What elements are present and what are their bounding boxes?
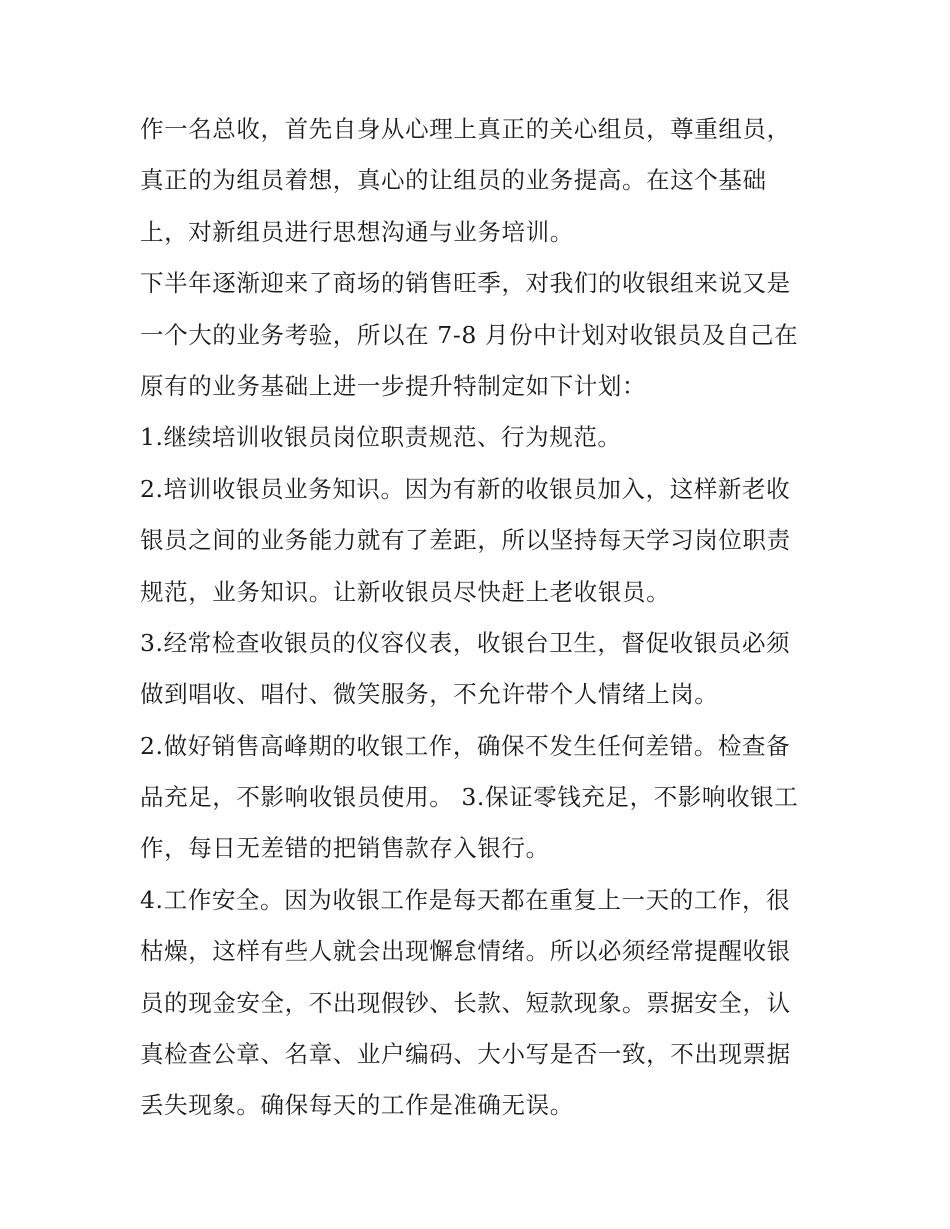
text-line: 真检查公章、名章、业户编码、大小写是否一致，不出现票据 — [140, 1040, 791, 1069]
text-line: 上，对新组员进行思想沟通与业务培训。 — [140, 217, 574, 246]
text-line: 员的现金安全，不出现假钞、长款、短款现象。票据安全，认 — [140, 988, 791, 1017]
text-line: 2.培训收银员业务知识。因为有新的收银员加入，这样新老收 — [140, 474, 791, 503]
text-line: 真正的为组员着想，真心的让组员的业务提高。在这个基础 — [140, 166, 767, 195]
text-line: 下半年逐渐迎来了商场的销售旺季，对我们的收银组来说又是 — [140, 269, 791, 298]
text-line: 丢失现象。确保每天的工作是准确无误。 — [140, 1091, 574, 1120]
document-body — [140, 104, 830, 1132]
text-line: 4.工作安全。因为收银工作是每天都在重复上一天的工作，很 — [140, 885, 791, 914]
text-line: 品充足，不影响收银员使用。 3.保证零钱充足，不影响收银工 — [140, 783, 799, 812]
text-line: 2.做好销售高峰期的收银工作，确保不发生任何差错。检查备 — [140, 731, 791, 760]
text-line: 规范，业务知识。让新收银员尽快赶上老收银员。 — [140, 577, 671, 606]
text-line: 银员之间的业务能力就有了差距，所以坚持每天学习岗位职责 — [140, 526, 791, 555]
text-line: 作，每日无差错的把销售款存入银行。 — [140, 834, 550, 863]
text-line: 一个大的业务考验，所以在 7-8 月份中计划对收银员及自己在 — [140, 320, 799, 349]
text-line: 作一名总收，首先自身从心理上真正的关心组员，尊重组员， — [140, 115, 791, 143]
text-line: 做到唱收、唱付、微笑服务，不允许带个人情绪上岗。 — [140, 680, 719, 709]
text-line: 原有的业务基础上进一步提升特制定如下计划： — [140, 371, 647, 400]
text-line: 3.经常检查收银员的仪容仪表，收银台卫生，督促收银员必须 — [140, 628, 791, 657]
text-line: 1.继续培训收银员岗位职责规范、行为规范。 — [140, 423, 622, 452]
text-line: 枯燥，这样有些人就会出现懈怠情绪。所以必须经常提醒收银 — [140, 937, 791, 966]
